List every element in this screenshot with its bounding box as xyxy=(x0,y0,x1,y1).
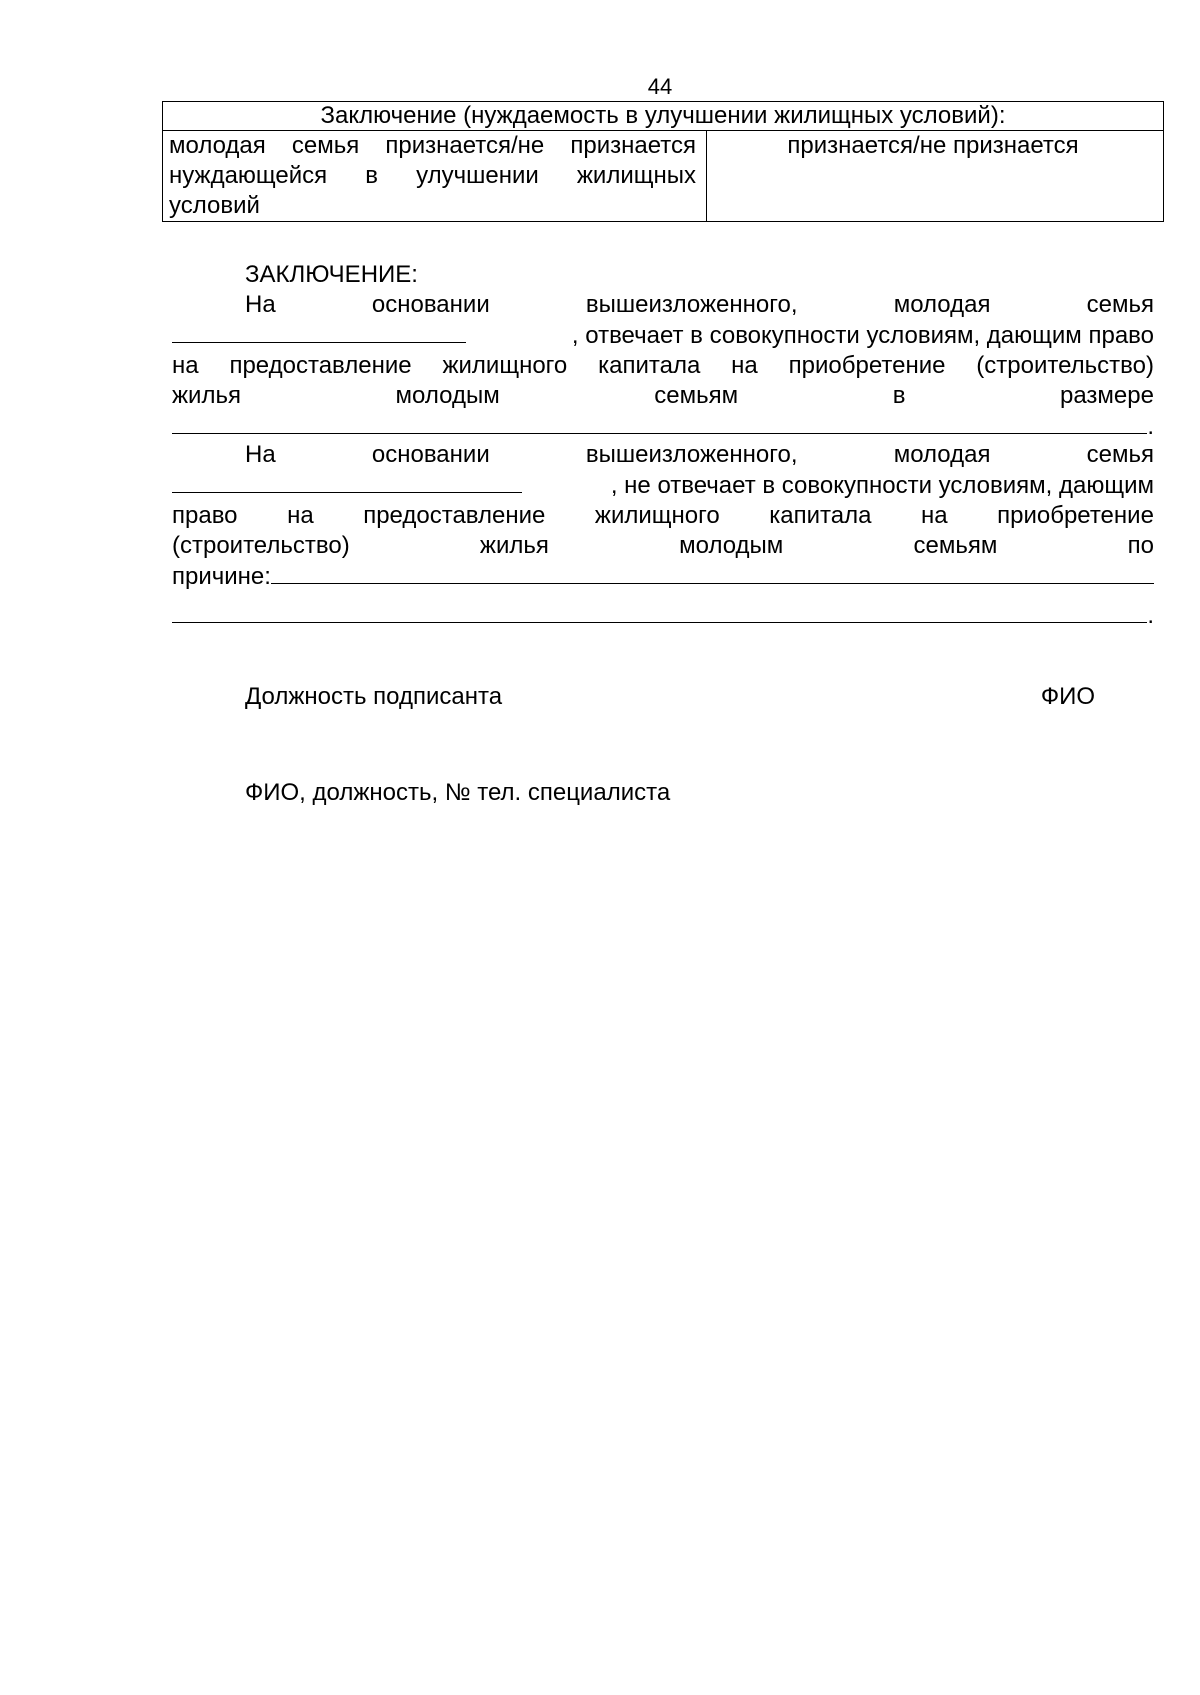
word: по xyxy=(1127,532,1154,559)
signature-row xyxy=(245,683,1095,711)
conclusion-paragraph-2 xyxy=(172,440,1154,631)
word: в xyxy=(892,382,906,409)
paragraph-1-line-3-text: на предоставление жилищного капитала на приобретение (строительство) xyxy=(172,352,1154,379)
word: молодая xyxy=(893,291,991,318)
word: На xyxy=(245,441,276,468)
table-criterion-cell: молодая семья признается/не признается нуждающейся в улучшении жилищных условий xyxy=(163,131,707,222)
word: жилья xyxy=(479,532,549,559)
page-number: 44 xyxy=(647,74,673,99)
word: предоставление xyxy=(363,502,546,529)
word: молодым xyxy=(679,532,784,559)
period: . xyxy=(1147,413,1154,440)
signer-position-label: Должность подписанта xyxy=(245,683,503,710)
conclusion-table xyxy=(162,101,1164,222)
paragraph-1-line-2-text: , отвечает в совокупности условиям, дающим право xyxy=(571,322,1154,349)
table-row xyxy=(163,131,1164,222)
word: основании xyxy=(371,291,490,318)
family-name-blank xyxy=(172,470,522,493)
word: на xyxy=(287,502,314,529)
paragraph-2-line-4 xyxy=(172,531,1154,561)
paragraph-2-line-6 xyxy=(172,600,1154,631)
word: молодая xyxy=(893,441,991,468)
table-value-cell: признается/не признается xyxy=(707,131,1164,222)
specialist-contact-label: ФИО, должность, № тел. специалиста xyxy=(245,779,671,806)
word: молодым xyxy=(395,382,500,409)
word: на xyxy=(920,502,948,529)
word: вышеизложенного, xyxy=(585,441,798,468)
word: размере xyxy=(1060,382,1154,409)
period: . xyxy=(1147,602,1154,629)
conclusion-heading: ЗАКЛЮЧЕНИЕ: xyxy=(245,261,418,288)
paragraph-2-line-2 xyxy=(172,470,1154,501)
table-header-row xyxy=(163,102,1164,131)
word: семья xyxy=(1086,291,1154,318)
word: жилищного xyxy=(594,502,720,529)
word: семьям xyxy=(654,382,739,409)
reason-blank-continued xyxy=(172,600,1147,623)
paragraph-1-line-1 xyxy=(172,290,1154,320)
word: На xyxy=(245,291,276,318)
paragraph-1-line-2 xyxy=(172,320,1154,351)
signer-name-label: ФИО xyxy=(1040,683,1095,710)
word: право xyxy=(172,502,238,529)
reason-blank xyxy=(271,561,1154,584)
word: вышеизложенного, xyxy=(585,291,798,318)
reason-label: причине: xyxy=(172,563,271,590)
paragraph-2-line-2-text: , не отвечает в совокупности условиям, дающим xyxy=(610,472,1154,499)
paragraph-2-line-3 xyxy=(172,501,1154,531)
paragraph-1-line-3 xyxy=(172,351,1154,381)
paragraph-2-line-1 xyxy=(172,440,1154,470)
word: (строительство) xyxy=(172,532,350,559)
word: основании xyxy=(371,441,490,468)
word: жилья xyxy=(172,382,241,409)
word: капитала xyxy=(769,502,872,529)
word: семьям xyxy=(913,532,998,559)
paragraph-1-line-5 xyxy=(172,411,1154,442)
table-header-cell: Заключение (нуждаемость в улучшении жилищных условий): xyxy=(163,102,1164,131)
conclusion-paragraph-1 xyxy=(172,290,1154,442)
amount-blank xyxy=(172,411,1147,434)
word: приобретение xyxy=(997,502,1154,529)
paragraph-2-line-5 xyxy=(172,561,1154,592)
family-name-blank xyxy=(172,320,466,343)
paragraph-1-line-4 xyxy=(172,381,1154,411)
word: семья xyxy=(1086,441,1154,468)
